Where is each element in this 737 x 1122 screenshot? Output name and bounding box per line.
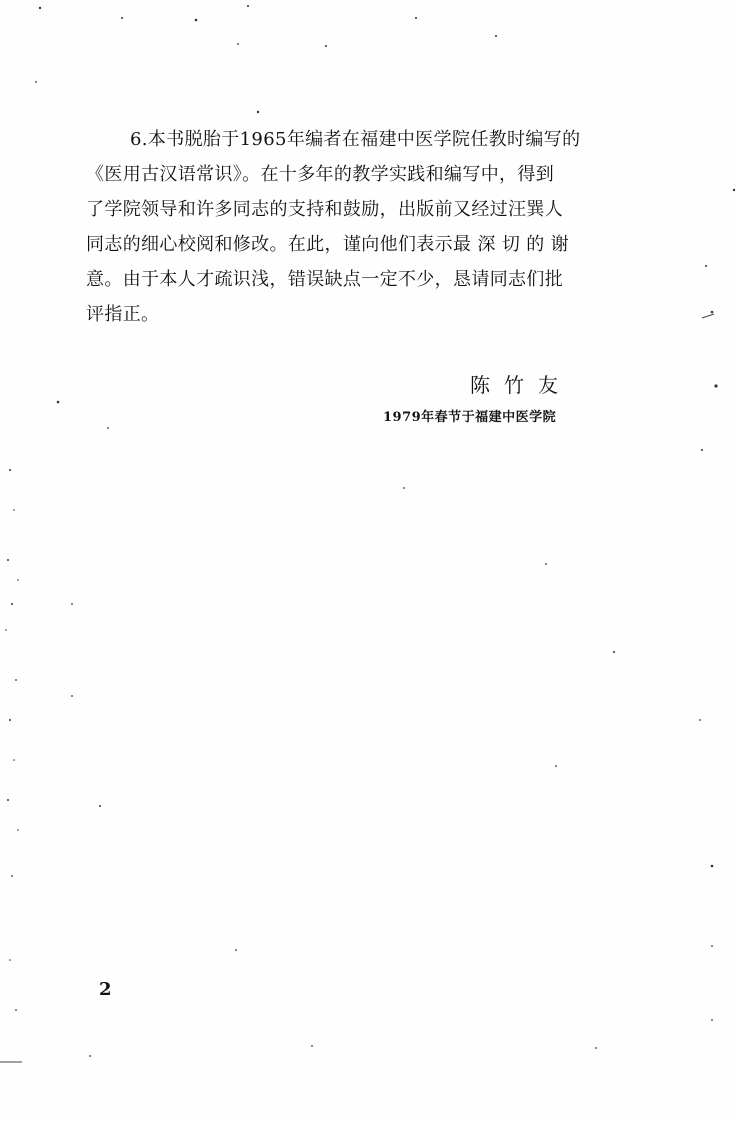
page-number: 2 [99, 979, 112, 1000]
signature-dateline: 1979年春节于福建中医学院 [383, 410, 557, 425]
paragraph-line: 意。由于本人才疏识浅，错误缺点一定不少，恳请同志们批 [86, 269, 564, 290]
paragraph-line: 《医用古汉语常识》。在十多年的教学实践和编写中，得到 [86, 164, 555, 185]
paragraph-line: 同志的细心校阅和修改。在此，谨向他们表示最 深 切 的 谢 [86, 234, 570, 255]
paragraph-line: 了学院领导和许多同志的支持和鼓励，出版前又经过汪巽人 [86, 199, 564, 220]
preface-paragraph [86, 122, 646, 332]
paragraph-line: 6.本书脱胎于1965年编者在福建中医学院任教时编写的 [130, 129, 581, 150]
paragraph-line: 评指正。 [86, 304, 160, 325]
author-signature: 陈竹友 [470, 373, 572, 397]
